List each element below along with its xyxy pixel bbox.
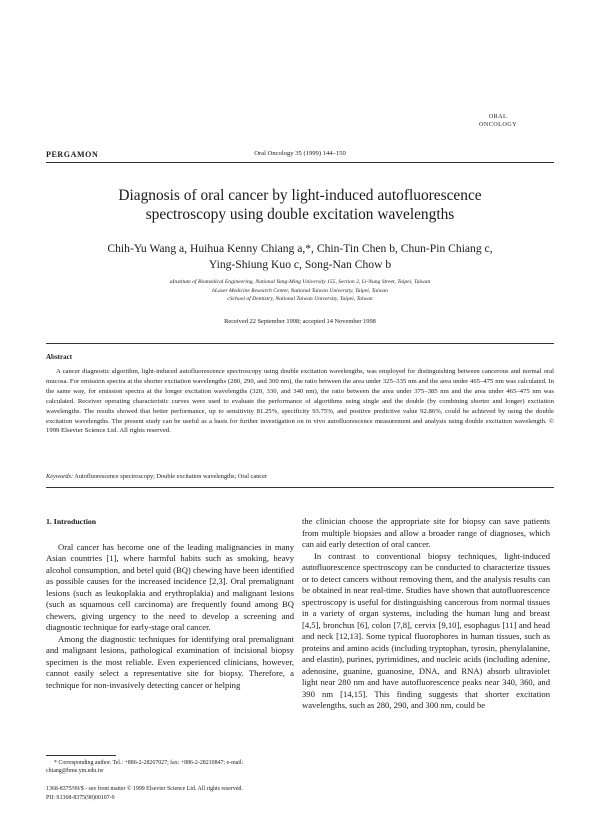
abstract-bottom-rule (46, 487, 554, 488)
keywords (46, 473, 554, 480)
journal-citation: Oral Oncology 35 (1999) 144–150 (254, 150, 346, 157)
publisher-name: PERGAMON (46, 150, 99, 159)
journal-logo-line1: ORAL (488, 113, 508, 120)
authors-line-2: Ying-Shiung Kuo c, Song-Nan Chow b (208, 257, 392, 271)
affiliation-a: aInstitute of Biomedical Engineering, National Yang-Ming University 155, Section 2, Li-Nung Street, Taipei, Taiwan (169, 279, 431, 285)
corresponding-author-note: * Corresponding author. Tel.: +886-2-28267027; fax: +886-2-28210847; e-mail: chiang@bme.ym.edu.tw (46, 760, 244, 774)
affiliations (60, 278, 540, 304)
body-column-left (46, 516, 294, 691)
abstract-top-rule (46, 343, 554, 344)
header-rule (46, 162, 554, 163)
title-line-2: spectroscopy using double excitation wavelengths (145, 206, 455, 223)
affiliation-b: bLaser Medicine Research Center, National Taiwan University, Taipei, Taiwan (212, 287, 388, 294)
body-column-right (302, 516, 550, 712)
abstract-heading: Abstract (46, 353, 73, 361)
journal-logo (462, 113, 534, 129)
authors-line-1: Chih-Yu Wang a, Huihua Kenny Chiang a,*, Chin-Tin Chen b, Chun-Pin Chiang c, (107, 242, 493, 255)
section-heading: 1. Introduction (46, 517, 97, 526)
keywords-list: Autofluorescence spectroscopy; Double excitation wavelengths; Oral cancer (73, 473, 267, 480)
footnote-rule (46, 755, 116, 756)
journal-logo-line2: ONCOLOGY (479, 121, 517, 128)
received-dates: Received 22 September 1998; accepted 14 November 1998 (224, 318, 376, 325)
keywords-label: Keywords: (46, 473, 74, 480)
abstract-text: A cancer diagnostic algorithm, light-induced autofluorescence spectroscopy using double excitation wavelengths, was employed for distinguishing between cancerous and normal oral mucosa. For emission spectra at the shorter excitation wavelengths (280, 290, and 300 nm), the ratio between the area under 325–335 nm and the area under 465–475 nm was calculated. In the same way, for emission spectra at the longer excitation wavelengths (320, 330, and 340 nm), the ratio between the area under 375–385 nm and the area under 465–475 nm was calculated. Receiver operating characteristic curves were used to evaluate the performance of algorithms using single and the double (by combining shorter and longer) excitation wavelengths. The results showed that better performance, up to sensitivity 81.25%, specificity 93.75%, and positive predictive value 92.86%, could be achieved by using the double excitation wavelengths. The present study can be useful as a basis for further investigation on in vivo autofluorescence measurement and analysis using double excitation wavelength. © 1999 Elsevier Science Ltd. All rights reserved. (46, 368, 554, 435)
author-list (60, 241, 540, 272)
article-title (60, 186, 540, 224)
paragraph: Oral cancer has become one of the leading malignancies in many Asian countries [1], where harmful habits such as smoking, heavy alcohol consumption, and betel quid (BQ) chewing have been identified as possible causes for the increased incidence [2,3]. Oral premalignant lesions (such as leukoplakia and erythroplakia) and malignant lesions (such as squamous cell carcinoma) are frequently found among BQ chewers, giving urgency to the need to develop a screening and diagnostic technique for early-stage oral cancer. (46, 541, 294, 632)
paragraph: In contrast to conventional biopsy techniques, light-induced autofluorescence spectroscopy can be conducted to characterize tissues or to detect cancers without removing them, and the analysis results can be obtained in near real-time. Studies have shown that autofluorescence spectroscopy is useful for distinguishing cancerous from normal tissues in a variety of organ systems, including the human lung and breast [4,5], bronchus [6], colon [7,8], cervix [9,10], esophagus [11] and head and neck [12,13]. Some typical fluorophores in human tissues, such as proteins and amino acids (including tryptophan, tyrosin, phenylalanine, and elastin), purines, pyrimidines, and nucleic acids (including adenine, adenosine, guanine, guanosine, DNA, and RNA) absorb ultraviolet light near 280 nm and have autofluorescence peaks near 340, 360, and 390 nm [14,15]. This finding suggests that shorter excitation wavelengths, such as 280, 290, and 300 nm, could be (302, 550, 550, 710)
pii-line: PII: S1368-8375(98)00107-9 (46, 795, 115, 801)
affiliation-c: cSchool of Dentistry, National Taiwan University, Taipei, Taiwan (227, 296, 373, 302)
footnote (46, 759, 294, 775)
title-line-1: Diagnosis of oral cancer by light-induced autofluorescence (118, 187, 482, 204)
paragraph: the clinician choose the appropriate site for biopsy can save patients from multiple biopsies and allow a broader range of diagnoses, which can aid early detection of oral cancer. (302, 516, 550, 549)
paragraph: Among the diagnostic techniques for identifying oral premalignant and malignant lesions, pathological examination of incisional biopsy specimen is the most reliable. Even experienced clinicians, however, cannot easily select a representative site for biopsy. Therefore, a technique for non-invasively detecting cancer or helping (46, 633, 294, 690)
copyright-line: 1368-8375/99/$ - see front matter © 1999 Elsevier Science Ltd. All rights reserved. (46, 786, 243, 792)
